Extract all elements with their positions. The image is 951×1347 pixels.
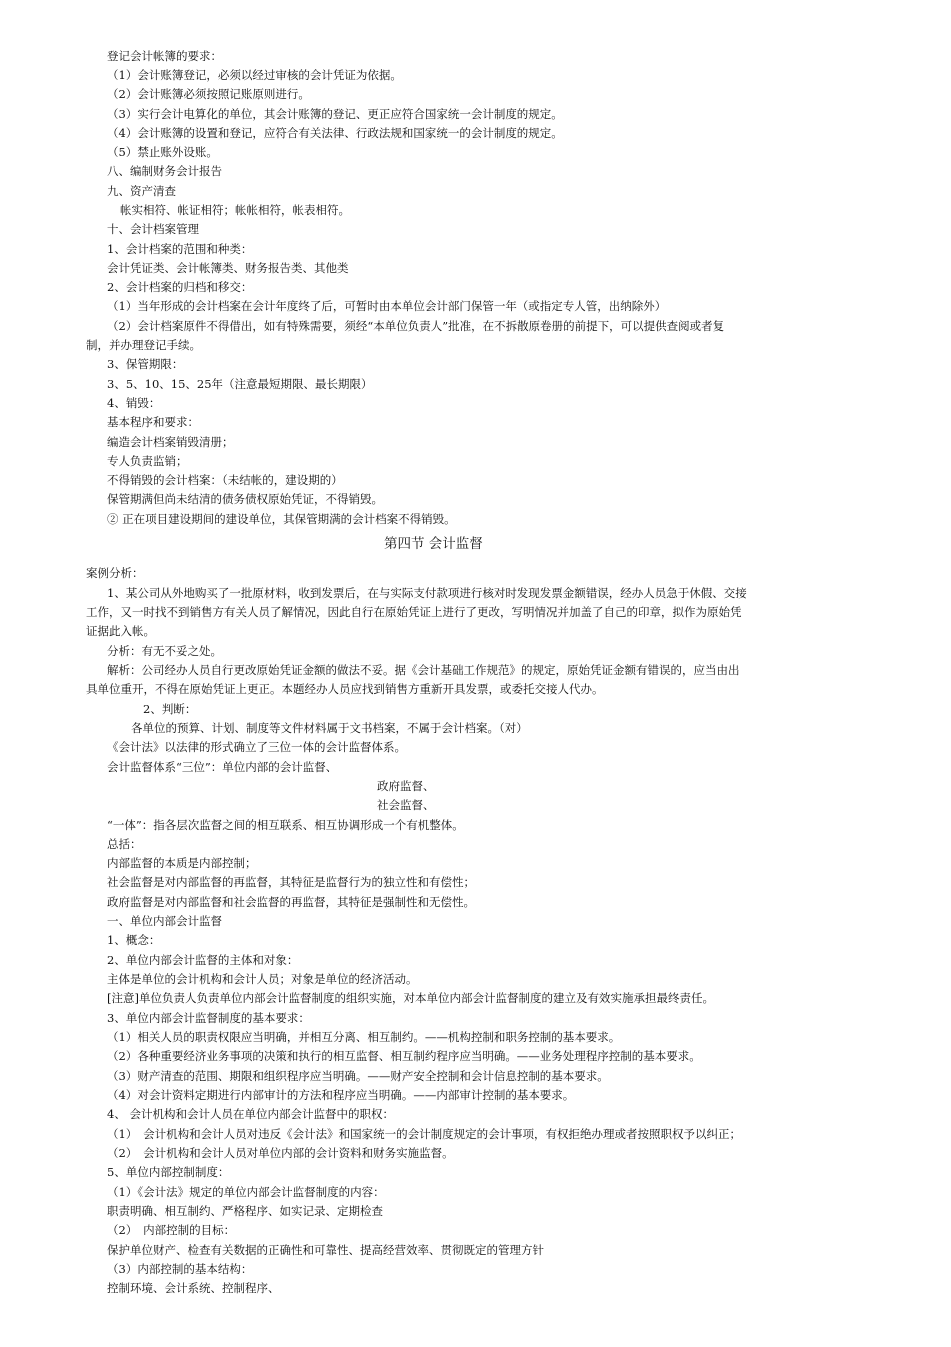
- text-line: （1） 会计机构和会计人员对违反《会计法》和国家统一的会计制度规定的会计事项，有权拒绝办理或者按照职权予以纠正；: [107, 1127, 742, 1141]
- text-line: 5、单位内部控制制度：: [107, 1165, 230, 1179]
- text-line: 4、销毁：: [107, 396, 161, 410]
- text-line: 解析：公司经办人员自行更改原始凭证金额的做法不妥。据《会计基础工作规范》的规定，原始凭证金额有错误的，应当由出: [107, 663, 740, 677]
- text-line: 主体是单位的会计机构和会计人员；对象是单位的经济活动。: [107, 972, 418, 986]
- text-line: 内部监督的本质是内部控制；: [107, 856, 257, 870]
- text-line: （2）会计档案原件不得借出，如有特殊需要，须经“本单位负责人”批准，在不拆散原卷册的前提下，可以提供查阅或者复: [107, 319, 725, 333]
- text-line: 工作，又一时找不到销售方有关人员了解情况，因此自行在原始凭证上进行了更改，写明情况并加盖了自己的印章，拟作为原始凭: [86, 605, 742, 619]
- text-line: 社会监督、: [377, 798, 435, 812]
- text-line: （3）实行会计电算化的单位，其会计账簿的登记、更正应符合国家统一会计制度的规定。: [107, 107, 563, 121]
- text-line: （5）禁止账外设账。: [107, 145, 218, 159]
- text-line: 会计凭证类、会计帐簿类、财务报告类、其他类: [107, 261, 349, 275]
- text-line: 控制环境、会计系统、控制程序、: [107, 1281, 280, 1295]
- text-line: 2、单位内部会计监督的主体和对象：: [107, 953, 299, 967]
- text-line: 3、保管期限：: [107, 357, 184, 371]
- text-line: 《会计法》以法律的形式确立了三位一体的会计监督体系。: [107, 740, 406, 754]
- text-line: （3）财产清查的范围、期限和组织程序应当明确。——财产安全控制和会计信息控制的基本要求。: [107, 1069, 609, 1083]
- text-line: 九、资产清查: [107, 184, 176, 198]
- text-line: （2）各种重要经济业务事项的决策和执行的相互监督、相互制约程序应当明确。——业务处理程序控制的基本要求。: [107, 1049, 701, 1063]
- text-line: 具单位重开，不得在原始凭证上更正。本题经办人员应找到销售方重新开具发票，或委托交接人代办。: [86, 682, 604, 696]
- text-line: 1、概念：: [107, 933, 161, 947]
- text-line: （2） 会计机构和会计人员对单位内部的会计资料和财务实施监督。: [107, 1146, 454, 1160]
- text-line: （1）《会计法》规定的单位内部会计监督制度的内容：: [107, 1185, 385, 1199]
- text-line: 专人负责监销；: [107, 454, 188, 468]
- text-line: “一体”：指各层次监督之间的相互联系、相互协调形成一个有机整体。: [107, 818, 464, 832]
- text-line: （1）相关人员的职责权限应当明确，并相互分离、相互制约。——机构控制和职务控制的基本要求。: [107, 1030, 621, 1044]
- text-line: （1）当年形成的会计档案在会计年度终了后，可暂时由本单位会计部门保管一年（或指定专人管，出纳除外）: [107, 299, 667, 313]
- text-line: 制，并办理登记手续。: [86, 338, 201, 352]
- text-line: 社会监督是对内部监督的再监督，其特征是监督行为的独立性和有偿性；: [107, 875, 475, 889]
- text-line: 八、编制财务会计报告: [107, 164, 222, 178]
- text-line: 各单位的预算、计划、制度等文件材料属于文书档案，不属于会计档案。（对）: [131, 721, 528, 735]
- text-line: 政府监督、: [377, 779, 435, 793]
- text-line: 3、单位内部会计监督制度的基本要求：: [107, 1011, 310, 1025]
- text-line: 保护单位财产、检查有关数据的正确性和可靠性、提高经营效率、贯彻既定的管理方针: [107, 1243, 544, 1257]
- text-line: 1、会计档案的范围和种类：: [107, 242, 253, 256]
- text-line: （4）对会计资料定期进行内部审计的方法和程序应当明确。——内部审计控制的基本要求。: [107, 1088, 575, 1102]
- text-line: [注意]单位负责人负责单位内部会计监督制度的组织实施，对本单位内部会计监督制度的建立及有效实施承担最终责任。: [107, 991, 714, 1005]
- text-line: 会计监督体系“三位”：单位内部的会计监督、: [107, 760, 338, 774]
- text-line: 2、会计档案的归档和移交：: [107, 280, 253, 294]
- text-line: 帐实相符、帐证相符；帐帐相符，帐表相符。: [120, 203, 350, 217]
- text-line: （2） 内部控制的目标：: [107, 1223, 236, 1237]
- text-line: 1、某公司从外地购买了一批原材料，收到发票后，在与实际支付款项进行核对时发现发票金额错误，经办人员急于休假、交接: [107, 586, 747, 600]
- text-line: ② 正在项目建设期间的建设单位，其保管期满的会计档案不得销毁。: [107, 512, 456, 526]
- text-line: （2）会计账簿必须按照记账原则进行。: [107, 87, 310, 101]
- text-line: 案例分析：: [86, 566, 144, 580]
- text-line: 总括：: [107, 837, 142, 851]
- text-line: （4）会计账簿的设置和登记，应符合有关法律、行政法规和国家统一的会计制度的规定。: [107, 126, 563, 140]
- text-line: （1）会计账簿登记，必须以经过审核的会计凭证为依据。: [107, 68, 402, 82]
- section-heading: 第四节 会计监督: [384, 536, 483, 552]
- text-line: 3、5、10、15、25年（注意最短期限、最长期限）: [107, 377, 373, 391]
- text-line: 一、单位内部会计监督: [107, 914, 222, 928]
- text-line: 4、 会计机构和会计人员在单位内部会计监督中的职权：: [107, 1107, 394, 1121]
- text-line: 政府监督是对内部监督和社会监督的再监督，其特征是强制性和无偿性。: [107, 895, 475, 909]
- text-line: 登记会计帐簿的要求：: [107, 49, 222, 63]
- text-line: 职责明确、相互制约、严格程序、如实记录、定期检查: [107, 1204, 383, 1218]
- text-line: 十、会计档案管理: [107, 222, 199, 236]
- text-line: 编造会计档案销毁清册；: [107, 435, 234, 449]
- text-line: （3）内部控制的基本结构：: [107, 1262, 253, 1276]
- text-line: 保管期满但尚未结清的债务债权原始凭证，不得销毁。: [107, 492, 383, 506]
- text-line: 证据此入帐。: [86, 624, 155, 638]
- text-line: 基本程序和要求：: [107, 415, 199, 429]
- text-line: 不得销毁的会计档案：（未结帐的，建设期的）: [107, 473, 343, 487]
- text-line: 分析：有无不妥之处。: [107, 644, 222, 658]
- text-line: 2、判断：: [143, 702, 197, 716]
